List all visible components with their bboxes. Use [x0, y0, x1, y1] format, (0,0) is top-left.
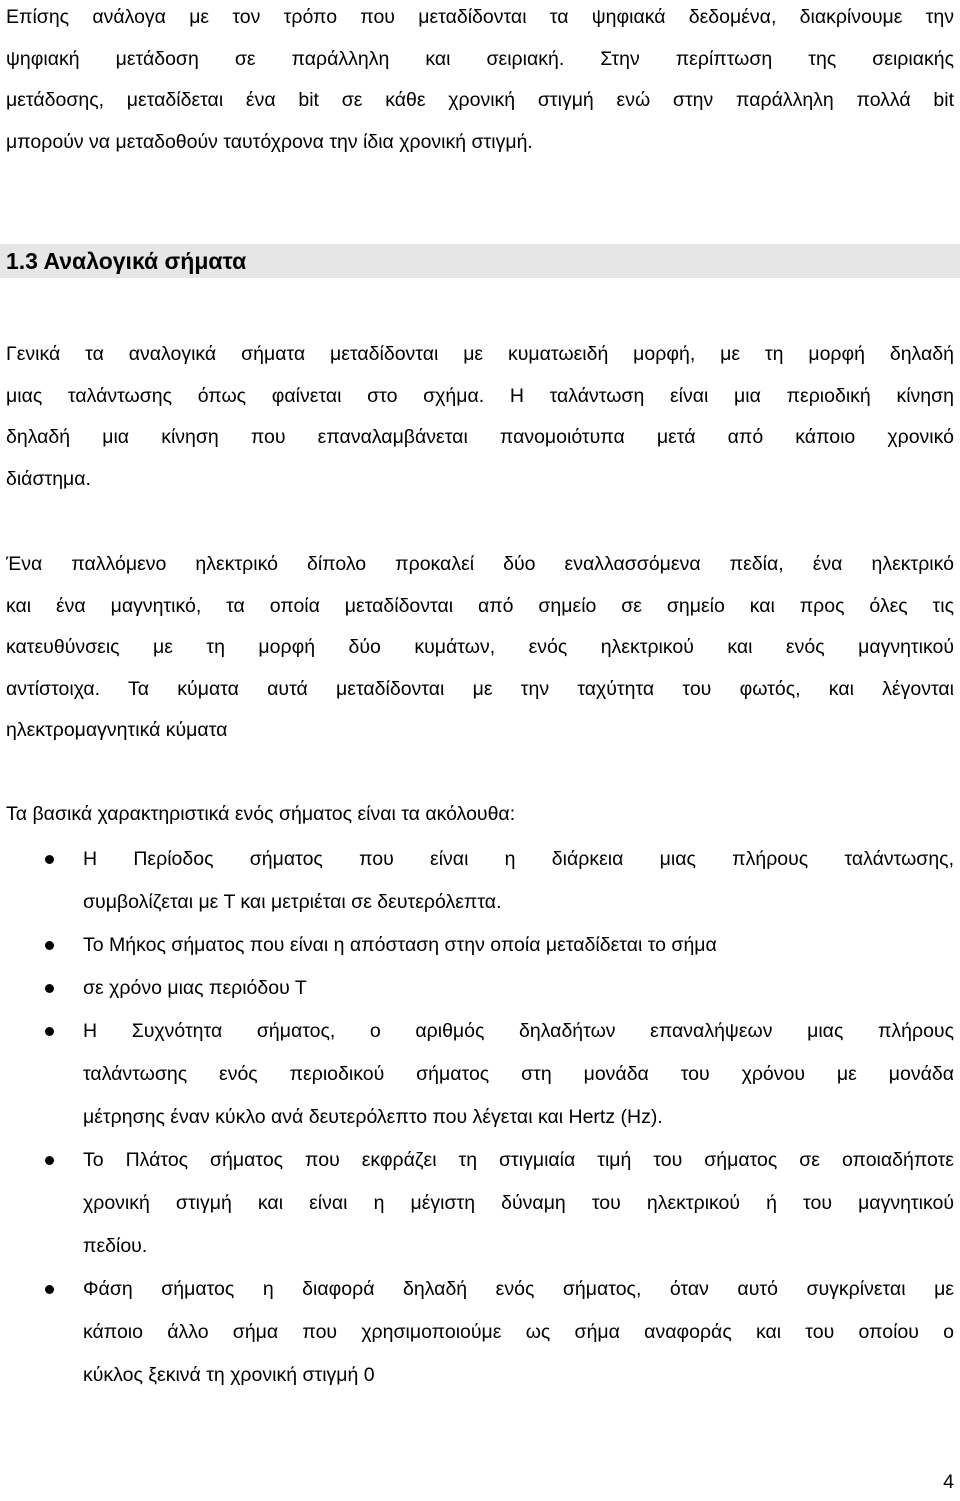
intro-line: Επίσης ανάλογα με τον τρόπο που μεταδίδονται τα ψηφιακά δεδομένα, διακρίνουμε την	[6, 6, 954, 28]
paragraph-line: διάστημα.	[6, 467, 91, 490]
characteristics-list	[0, 838, 960, 1397]
analog-signals-paragraph	[6, 334, 954, 500]
bullet-icon	[45, 1285, 54, 1294]
list-item-line: πεδίου.	[83, 1235, 148, 1257]
characteristics-intro	[6, 794, 954, 836]
list-item	[0, 838, 954, 924]
paragraph-line: Γενικά τα αναλογικά σήματα μεταδίδονται με κυματωειδή μορφή, με τη μορφή δηλαδή	[6, 343, 954, 365]
list-item-line: ταλάντωσης ενός περιοδικού σήματος στη μονάδα του χρόνου με μονάδα	[83, 1063, 954, 1085]
list-item-line: Η Περίοδος σήματος που είναι η διάρκεια μιας πλήρους ταλάντωσης,	[83, 848, 954, 870]
list-item-line: χρονική στιγμή και είναι η μέγιστη δύναμη του ηλεκτρικού ή του μαγνητικού	[83, 1192, 954, 1214]
dipole-paragraph	[6, 544, 954, 752]
section-heading: 1.3 Αναλογικά σήματα	[6, 248, 247, 274]
paragraph-line: Τα βασικά χαρακτηριστικά ενός σήματος είναι τα ακόλουθα:	[6, 803, 516, 825]
bullet-icon	[45, 941, 54, 950]
list-item-line: Φάση σήματος η διαφορά δηλαδή ενός σήματος, όταν αυτό συγκρίνεται με	[83, 1278, 954, 1300]
list-item-line: Το Πλάτος σήματος που εκφράζει τη στιγμιαία τιμή του σήματος σε οποιαδήποτε	[83, 1149, 954, 1171]
list-item-line: σε χρόνο μιας περιόδου Τ	[83, 977, 307, 999]
paragraph-line: Ένα παλλόμενο ηλεκτρικό δίπολο προκαλεί δύο εναλλασσόμενα πεδία, ένα ηλεκτρικό	[6, 553, 954, 575]
list-item-line: Το Μήκος σήματος που είναι η απόσταση στην οποία μεταδίδεται το σήμα	[83, 934, 717, 956]
list-item	[0, 924, 954, 967]
paragraph-line: ηλεκτρομαγνητικά κύματα	[6, 719, 228, 741]
list-item-line: συμβολίζεται με Τ και μετριέται σε δευτερόλεπτα.	[83, 891, 502, 913]
list-item-line: μέτρησης έναν κύκλο ανά δευτερόλεπτο που λέγεται και Hertz (Hz).	[83, 1106, 663, 1128]
paragraph-line: αντίστοιχα. Τα κύματα αυτά μεταδίδονται με την ταχύτητα του φωτός, και λέγονται	[6, 677, 954, 700]
list-item	[0, 1139, 954, 1268]
list-item	[0, 1010, 954, 1139]
list-item-line: Η Συχνότητα σήματος, ο αριθμός δηλαδήτων επαναλήψεων μιας πλήρους	[83, 1020, 954, 1042]
bullet-icon	[45, 855, 54, 864]
list-item	[0, 1268, 954, 1397]
list-item-line: κύκλος ξεκινά τη χρονική στιγμή 0	[83, 1364, 375, 1386]
paragraph-line: και ένα μαγνητικό, τα οποία μεταδίδονται από σημείο σε σημείο και προς όλες τις	[6, 594, 954, 617]
paragraph-line: κατευθύνσεις με τη μορφή δύο κυμάτων, ενός ηλεκτρικού και ενός μαγνητικού	[6, 636, 954, 658]
bullet-icon	[45, 1156, 54, 1165]
list-item-line: κάποιο άλλο σήμα που χρησιμοποιούμε ως σήμα αναφοράς και του οποίου ο	[83, 1321, 954, 1343]
intro-line: μπορούν να μεταδοθούν ταυτόχρονα την ίδια χρονική στιγμή.	[6, 130, 533, 153]
bullet-icon	[45, 1027, 54, 1036]
page-number: 4	[943, 1471, 954, 1493]
paragraph-line: δηλαδή μια κίνηση που επαναλαμβάνεται πανομοιότυπα μετά από κάποιο χρονικό	[6, 426, 954, 448]
paragraph-line: μιας ταλάντωσης όπως φαίνεται στο σχήμα. Η ταλάντωση είναι μια περιοδική κίνηση	[6, 384, 954, 407]
intro-line: ψηφιακή μετάδοση σε παράλληλη και σειριακή. Στην περίπτωση της σειριακής	[6, 47, 954, 70]
bullet-icon	[45, 984, 54, 993]
intro-line: μετάδοσης, μεταδίδεται ένα bit σε κάθε χρονική στιγμή ενώ στην παράλληλη πολλά bit	[6, 89, 954, 111]
list-item	[0, 967, 954, 1010]
intro-paragraph	[6, 0, 954, 163]
